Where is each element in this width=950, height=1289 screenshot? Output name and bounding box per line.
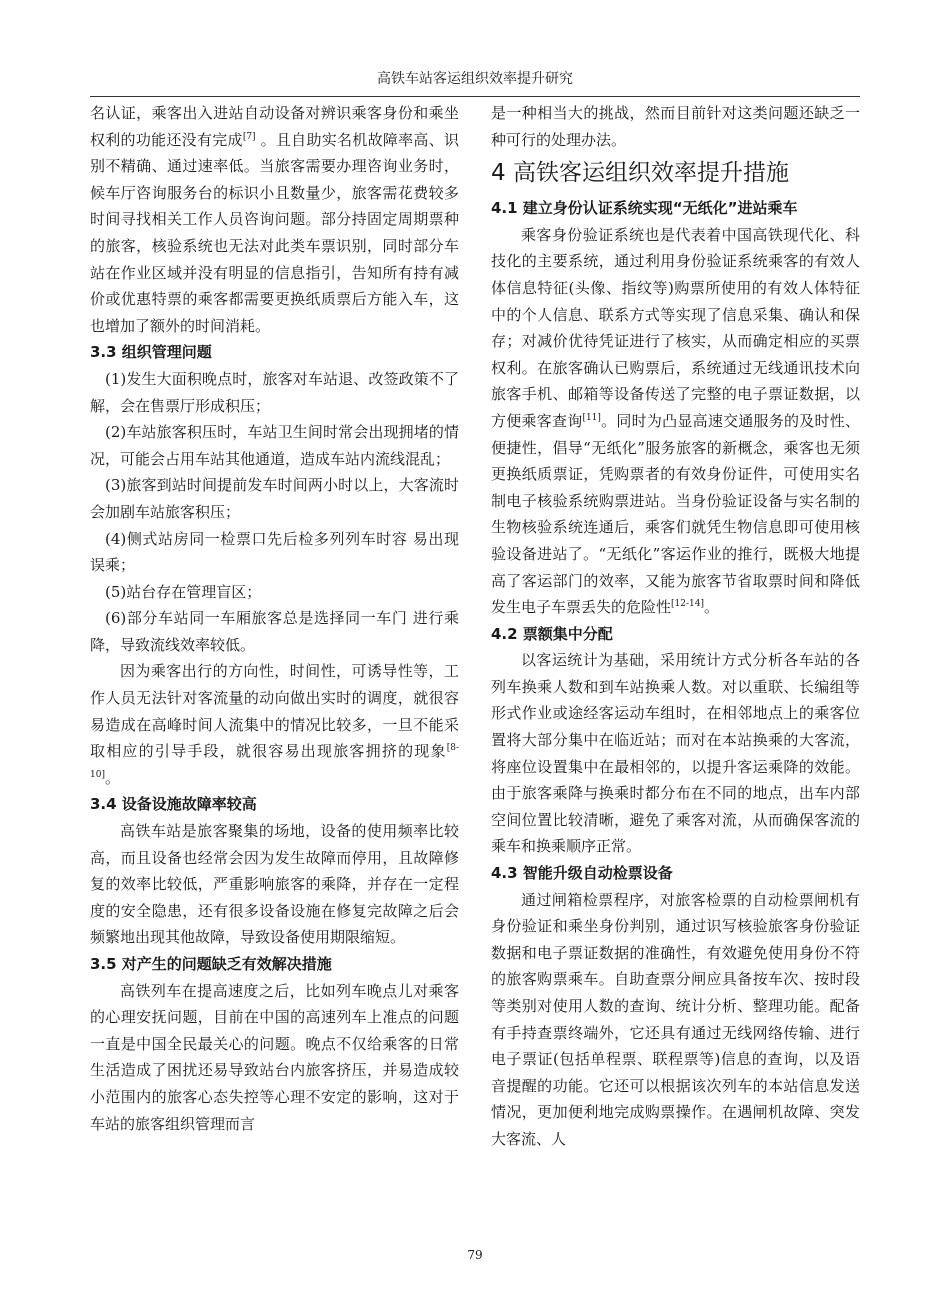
header-title: 高铁车站客运组织效率提升研究 [377,71,573,87]
paragraph [90,100,459,339]
section-heading-3-5: 3.5 对产生的问题缺乏有效解决措施 [90,955,332,973]
citation: [12-14] [671,599,704,610]
left-column [90,100,459,1137]
paragraph-text: 。且自助实名机故障率高、识别不精确、通过速率低。当旅客需要办理咨询业务时，候车厅咨询服务台的标识小且数量少，旅客需花费较多时间寻找相关工作人员咨询问题。部分持固定周期票种的旅客，核验系统也无法对此类车票识别，同时部分车站在作业区域并没有明显的信息指引，告知所有持有减价或优惠特票的乘客都需要更换纸质票后方能入车，这也增加了额外的时间消耗。 [90,130,459,335]
paragraph: 以客运统计为基础，采用统计方式分析各车站的各列车换乘人数和到车站换乘人数。对以重联、长编组等形式作业或途经客运动车组时，在相邻地点上的乘客位置将大部分集中在临近站；而对在本站换乘的大客流，将座位设置集中在最相邻的，以提升客运乘降的效能。由于旅客乘降与换乘时都分布在不同的地点，出车内部空间位置比较清晰，避免了乘客对流，从而确保客流的乘车和换乘顺序正常。 [491,651,860,856]
list-item: (3)旅客到站时间提前发车时间两小时以上，大客流时会加剧车站旅客积压； [90,476,459,521]
paragraph: 高铁车站是旅客聚集的场地，设备的使用频率比较高，而且设备也经常会因为发生故障而停用，且故障修复的效率比较低，严重影响旅客的乘降，并存在一定程度的安全隐患，还有很多设备设施在修复完故障之后会频繁地出现其他故障，导致设备使用期限缩短。 [90,822,459,947]
section-heading-3-3: 3.3 组织管理问题 [90,343,212,362]
right-column [491,100,860,1153]
paragraph-text: 因为乘客出行的方向性，时间性，可诱导性等，工作人员无法针对客流量的动向做出实时的调度，就很容易造成在高峰时间人流集中的情况比较多，一旦不能采取相应的引导手段，就很容易出现旅客拥挤的现象 [90,662,459,761]
section-heading-4-1: 4.1 建立身份认证系统实现“无纸化”进站乘车 [491,199,798,218]
citation: [11] [582,412,601,423]
running-header [90,66,860,97]
list-item: (4)侧式站房同一检票口先后检多列列车时容 易出现误乘； [90,529,459,575]
citation: [7] [242,131,256,142]
section-heading-3-4: 3.4 设备设施故障率较高 [90,795,257,814]
paragraph [491,222,860,621]
paragraph-text: 。 [104,768,120,787]
paragraph [90,658,459,791]
paragraph: 高铁列车在提高速度之后，比如列车晚点儿对乘客的心理安抚问题，目前在中国的高速列车上准点的问题一直是中国全民最关心的问题。晚点不仅给乘客的日常生活造成了困扰还易导致站台内旅客挤压，并易造成较小范围内的旅客心态失控等心理不安定的影响，这对于车站的旅客组织管理而言 [90,981,459,1133]
section-heading-4-2: 4.2 票额集中分配 [491,624,613,643]
paragraph: 通过闸箱检票程序，对旅客检票的自动检票闸机有身份验证和乘坐身份判别，通过识写核验旅客身份验证数据和电子票证数据的准确性，有效避免使用身份不符的旅客购票乘车。自助查票分闸应具备按车次、按时段等类别对使用人数的查询、统计分析、整理功能。配备有手持查票终端外，它还具有通过无线网络传输、进行电子票证(包括单程票、联程票等)信息的查询，以及语音提醒的功能。它还可以根据该次列车的本站信息发送情况，更加便利地完成购票操作。在遇闸机故障、突发大客流、人 [491,890,860,1148]
page-number: 79 [467,1248,483,1262]
list-item: (6)部分车站同一车厢旅客总是选择同一车门 进行乘降，导致流线效率较低。 [90,609,459,654]
paragraph-text: 乘客身份验证系统也是代表着中国高铁现代化、科技化的主要系统，通过利用身份验证系统乘客的有效人体信息特征(头像、指纹等)购票所使用的有效人体特征中的个人信息、联系方式等实现了信息采集、确认和保存；对减价优待凭证进行了核实，从而确定相应的买票权利。在旅客确认已购票后，系统通过无线通讯技术向旅客手机、邮箱等设备传送了完整的电子票证数据，以方便乘客查询 [491,225,860,430]
paragraph-text: 。 [703,598,719,617]
list-item: (2)车站旅客积压时，车站卫生间时常会出现拥堵的情况，可能会占用车站其他通道，造成车站内流线混乱； [90,423,459,468]
paragraph-text: 名认证，乘客出入进站自动设备对辨识乘客身份和乘坐权利的功能还没有完成 [90,104,459,149]
paragraph: 是一种相当大的挑战，然而目前针对这类问题还缺乏一种可行的处理办法。 [491,104,860,149]
list-item: (5)站台存在管理盲区； [105,582,262,601]
paragraph-text: 。同时为凸显高速交通服务的及时性、便捷性，倡导“无纸化”服务旅客的新概念，乘客也无须更换纸质票证，凭购票者的有效身份证件，可使用实名制电子核验系统购票进站。当身份验证设备与实名制的生物核验系统连通后，乘客们就凭生物信息即可使用核验设备进站了。“无纸化”客运作业的推行，既极大地提高了客运部门的效率，又能为旅客节省取票时间和降低发生电子车票丢失的危险性 [491,411,860,617]
chapter-heading-4: 4 高铁客运组织效率提升措施 [491,160,789,187]
citation: [8-10] [90,743,459,780]
list-item: (1)发生大面积晚点时，旅客对车站退、改签政策不了解，会在售票厅形成积压； [90,369,459,415]
section-heading-4-3: 4.3 智能升级自动检票设备 [491,864,673,883]
